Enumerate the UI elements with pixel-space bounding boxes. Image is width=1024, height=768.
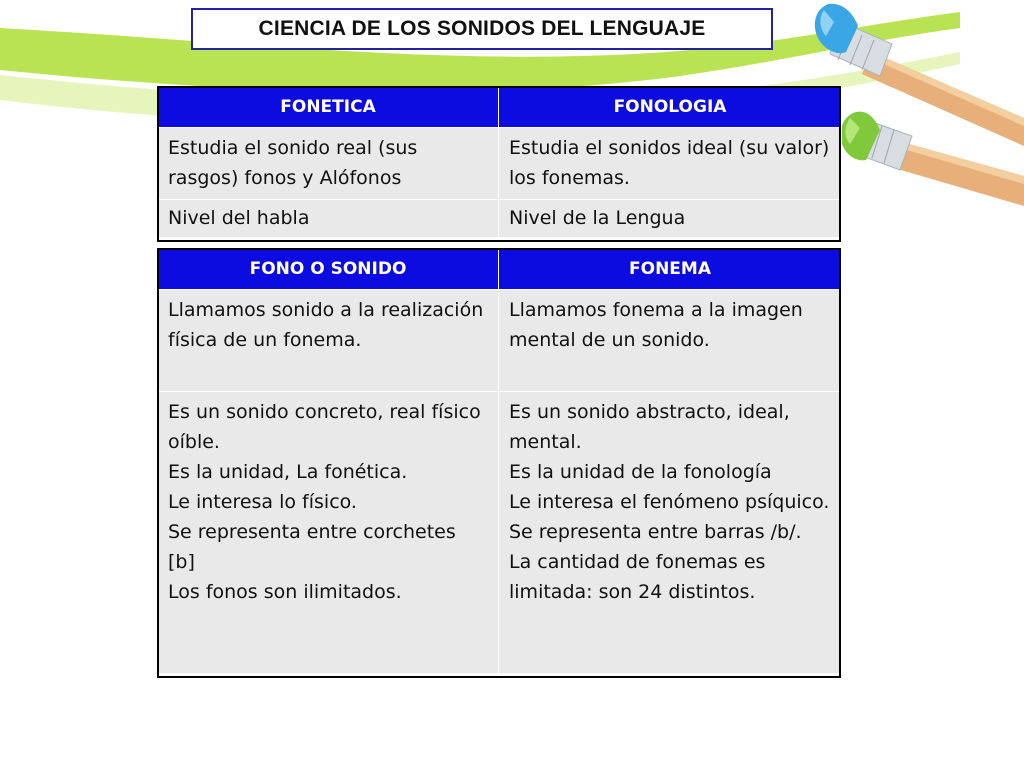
header-fono-o-sonido: FONO O SONIDO <box>158 249 499 290</box>
cell-fono-properties <box>158 392 499 674</box>
fono-property-line: Es la unidad, La fonética. <box>168 461 408 483</box>
fono-property-line: Es un sonido concreto, real físico oíble. <box>168 401 481 453</box>
fonema-property-line: Se representa entre barras /b/. <box>509 521 802 543</box>
header-fonologia: FONOLOGIA <box>499 87 842 128</box>
fono-property-line: Se representa entre corchetes [b] <box>168 521 456 573</box>
cell-fonetica-level: Nivel del habla <box>158 200 499 238</box>
table-row <box>158 392 842 674</box>
cell-fonologia-level: Nivel de la Lengua <box>499 200 842 238</box>
page-title: CIENCIA DE LOS SONIDOS DEL LENGUAJE <box>191 8 773 50</box>
cell-fonologia-description: Estudia el sonidos ideal (su valor) los fonemas. <box>499 128 842 200</box>
fono-property-line: Los fonos son ilimitados. <box>168 581 402 603</box>
fonema-property-line: Le interesa el fenómeno psíquico. <box>509 491 830 513</box>
table-row <box>158 290 842 392</box>
fono-fonema-table <box>157 248 842 674</box>
fono-property-line: Le interesa lo físico. <box>168 491 357 513</box>
fonema-property-line: Es la unidad de la fonología <box>509 461 772 483</box>
header-fonetica: FONETICA <box>158 87 499 128</box>
fonema-property-line: La cantidad de fonemas es limitada: son 24 distintos. <box>509 551 766 603</box>
header-fonema: FONEMA <box>499 249 842 290</box>
cell-fonema-definition: Llamamos fonema a la imagen mental de un sonido. <box>499 290 842 392</box>
fonetica-fonologia-table <box>157 86 842 238</box>
table-row <box>158 128 842 200</box>
table-row <box>158 200 842 238</box>
cell-fono-definition: Llamamos sonido a la realización física de un fonema. <box>158 290 499 392</box>
fonema-property-line: Es un sonido abstracto, ideal, mental. <box>509 401 790 453</box>
cell-fonetica-description: Estudia el sonido real (sus rasgos) fonos y Alófonos <box>158 128 499 200</box>
cell-fonema-properties <box>499 392 842 674</box>
